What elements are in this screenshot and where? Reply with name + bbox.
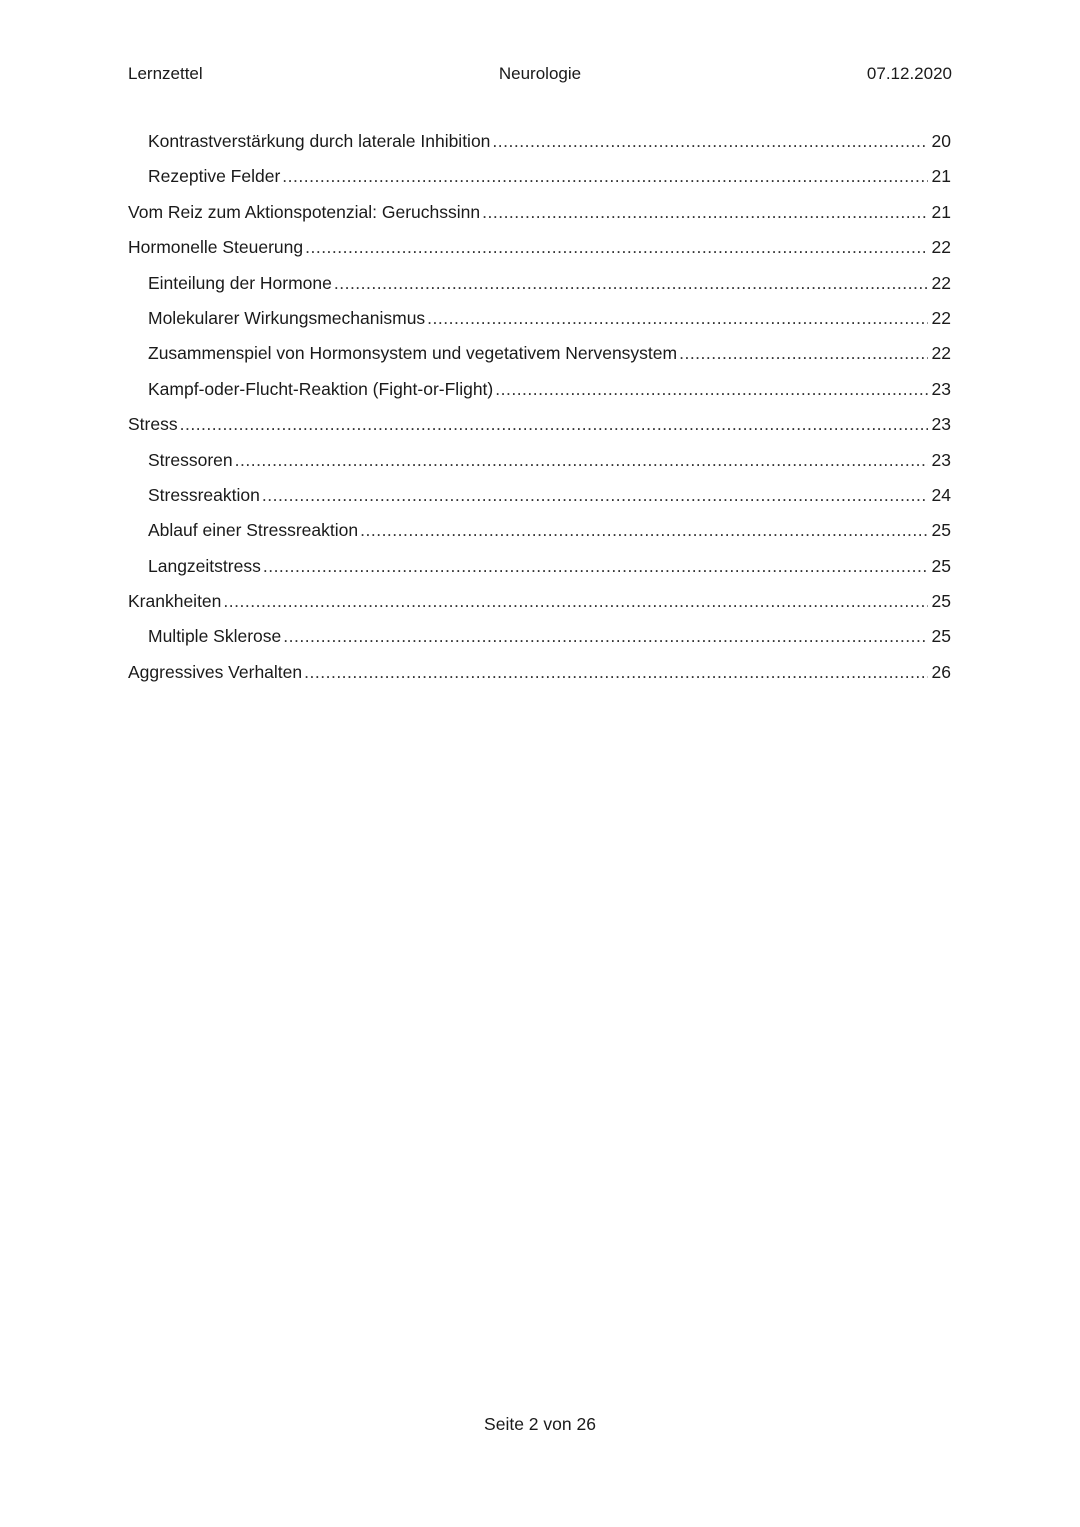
toc-entry-title: Hormonelle Steuerung [128, 237, 304, 258]
toc-entry[interactable] [128, 411, 951, 446]
toc-entry-page-number: 23 [931, 414, 951, 435]
toc-entry-page-number: 22 [931, 343, 951, 364]
toc-entry[interactable] [128, 340, 951, 375]
toc-entry-page-number: 23 [931, 378, 951, 399]
toc-entry[interactable] [128, 623, 951, 658]
toc-entry[interactable] [128, 270, 951, 305]
toc-dot-leader [262, 482, 928, 508]
toc-entry-page-number: 24 [931, 484, 951, 505]
toc-entry[interactable] [128, 234, 951, 269]
toc-entry-title: Ablauf einer Stressreaktion [148, 520, 359, 541]
toc-entry-title: Kontrastverstärkung durch laterale Inhibition [148, 131, 491, 151]
toc-entry-page-number: 25 [931, 626, 951, 647]
toc-dot-leader [263, 553, 928, 579]
toc-entry-title: Vom Reiz zum Aktionspotenzial: Geruchssinn [128, 201, 481, 222]
header-document-type: Lernzettel [128, 64, 203, 83]
toc-entry-title: Langzeitstress [148, 555, 261, 576]
toc-entry-page-number: 25 [931, 555, 951, 576]
toc-dot-leader [305, 234, 928, 260]
page-footer: Seite 2 von 26 [484, 1414, 596, 1434]
toc-dot-leader [360, 517, 928, 543]
toc-dot-leader [427, 305, 928, 331]
toc-entry[interactable] [128, 199, 951, 234]
toc-dot-leader [180, 411, 928, 437]
toc-dot-leader [679, 340, 928, 366]
toc-entry[interactable] [128, 553, 951, 588]
toc-entry-page-number: 22 [931, 307, 951, 328]
toc-dot-leader [492, 128, 928, 154]
toc-entry[interactable] [128, 305, 951, 340]
toc-entry-page-number: 22 [931, 237, 951, 258]
toc-entry[interactable] [128, 482, 951, 517]
toc-entry-page-number: 25 [931, 591, 951, 612]
header-date: 07.12.2020 [866, 64, 952, 83]
toc-entry[interactable] [128, 128, 951, 163]
toc-entry-title: Zusammenspiel von Hormonsystem und vegetativem Nervensystem [148, 343, 678, 364]
toc-entry-title: Kampf-oder-Flucht-Reaktion (Fight-or-Flight) [148, 378, 494, 399]
toc-entry[interactable] [128, 659, 951, 694]
toc-entry-page-number: 21 [931, 201, 951, 222]
toc-entry[interactable] [128, 517, 951, 552]
toc-entry-title: Stress [128, 414, 178, 435]
toc-entry[interactable] [128, 376, 951, 411]
toc-entry-page-number: 26 [931, 661, 951, 682]
toc-dot-leader [235, 447, 928, 473]
toc-dot-leader [495, 376, 928, 402]
toc-entry-title: Stressreaktion [148, 484, 260, 505]
toc-entry-title: Molekularer Wirkungsmechanismus [148, 307, 426, 328]
toc-entry-title: Krankheiten [128, 591, 222, 612]
toc-entry[interactable] [128, 447, 951, 482]
toc-entry-page-number: 20 [931, 131, 951, 151]
toc-entry-title: Aggressives Verhalten [128, 661, 303, 682]
toc-entry[interactable] [128, 163, 951, 198]
toc-entry-page-number: 21 [931, 166, 951, 187]
toc-dot-leader [282, 163, 928, 189]
page-header [128, 64, 952, 90]
toc-entry[interactable] [128, 588, 951, 623]
toc-entry-title: Rezeptive Felder [148, 166, 281, 187]
toc-dot-leader [223, 588, 928, 614]
header-subject: Neurologie [498, 64, 582, 83]
toc-dot-leader [283, 623, 928, 649]
table-of-contents [128, 128, 951, 694]
toc-entry-title: Stressoren [148, 449, 233, 470]
toc-dot-leader [482, 199, 928, 225]
toc-entry-page-number: 22 [931, 272, 951, 293]
toc-entry-page-number: 25 [931, 520, 951, 541]
toc-entry-page-number: 23 [931, 449, 951, 470]
toc-entry-title: Multiple Sklerose [148, 626, 282, 647]
toc-dot-leader [334, 270, 928, 296]
toc-dot-leader [304, 659, 928, 685]
toc-entry-title: Einteilung der Hormone [148, 272, 332, 293]
